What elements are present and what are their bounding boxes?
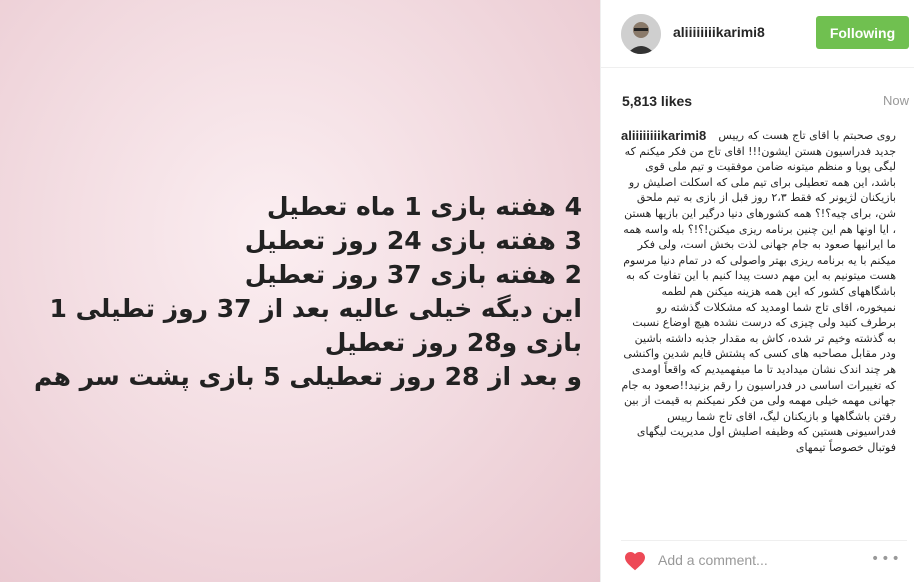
avatar-photo-icon	[621, 14, 661, 54]
image-text-line: 2 هفته بازی 37 روز تعطیل	[244, 260, 582, 289]
add-comment-input[interactable]: Add a comment...	[658, 552, 768, 568]
caption	[621, 128, 896, 524]
more-options-button[interactable]: •••	[871, 551, 902, 567]
username-link[interactable]: aliiiiiiiikarimi8	[673, 24, 765, 40]
post-image-text	[12, 190, 582, 394]
image-text-line: این دیگه خیلی عالیه بعد از 37 روز تطیلی 1 بازی و28 روز تعطیل	[49, 294, 582, 357]
heart-icon[interactable]	[623, 549, 647, 573]
avatar[interactable]	[621, 14, 661, 54]
image-text-line: 3 هفته بازی 24 روز تعطیل	[244, 226, 582, 255]
likes-count[interactable]: 5,813 likes	[622, 93, 693, 109]
caption-username[interactable]: aliiiiiiiikarimi8	[621, 128, 707, 143]
caption-text: روی صحبتم با اقای تاج هست که رییس جدید فدراسیون هستن ایشون!!! اقای تاج من فکر میکنم که لیگی پویا و منظم میتونه ضامن موفقیت و تیم ملی قوی باشد، این همه تعطیلی برای تیم ملی که اسکلت اصلیش رو بازیکنان لژیونر که فقط ۲،۳ روز قبل از بازی به تیم ملحق شن، برای چیه؟!؟ همه کشورهای دنیا درگیر این بازیها هستن ، ایا اونها هم این چنین برنامه ریزی میکنن!؟!؟ بله واسه همه ما ایرانیها صعود به جام جهانی لذت بخش است، ولی فکر میکنم با یه برنامه ریزی بهتر واصولی که در تمام دنیا مرسوم هست میتونیم به این مهم دست پیدا کنیم با این تفاوت که به باشگاههای کشور که این همه هزینه میکنن هم لطمه نمیخوره، اقای تاج شما اومدید که مشکلات گذشته رو برطرف کنید ولی چیزی که درست نشده هیچ اوضاع نسبت به گذشته وخیم تر شده، کاش به مقدار جذبه داشته باشین ودر مقابل مصاحبه های کسی که پشتش قایم شدین واکنشی هر چند اندک نشان میدادید تا ما میفهمیدیم که واقعاً اومدی که تغییرات اساسی در فدراسیون را رقم بزنید!!صعود به جام جهانی مهمه خیلی مهمه ولی من فکر نمیکنم به قیمت از بین رفتن باشگاهها و بازیکنان لیگ، اقای تاج شما رییس فدراسیونی هستین که وظیفه اصلیش اول مدیریت لیگهای فوتبال خصوصاً تیمهای	[621, 129, 896, 454]
post-sidebar	[600, 0, 914, 582]
image-text-line: و بعد از 28 روز تعطیلی 5 بازی پشت سر هم	[33, 362, 582, 391]
following-button[interactable]: Following	[816, 16, 909, 49]
divider	[621, 540, 907, 541]
post-timestamp[interactable]: Now	[882, 93, 909, 108]
image-text-line: 4 هفته بازی 1 ماه تعطیل	[266, 192, 582, 221]
post-header	[601, 0, 914, 68]
